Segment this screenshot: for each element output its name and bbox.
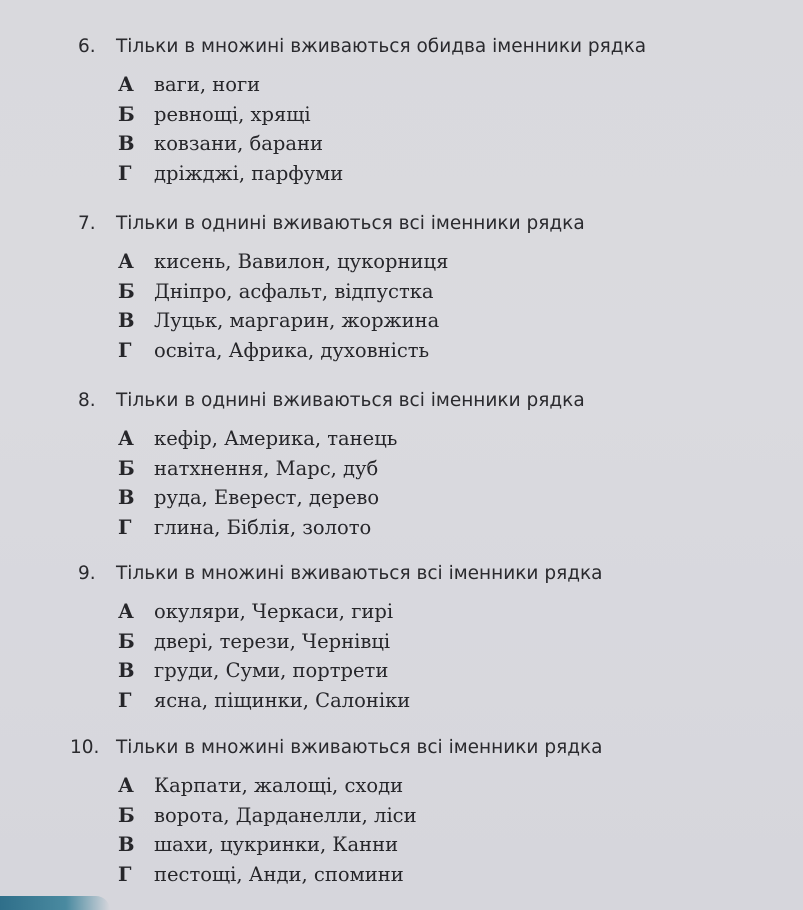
option-b [118, 277, 448, 307]
option-letter: В [118, 659, 135, 682]
option-text: ковзани, барани [154, 132, 324, 155]
option-b [118, 627, 410, 657]
option-text: Дніпро, асфальт, відпустка [154, 279, 434, 303]
option-text: кисень, Вавилон, цукорниця [154, 250, 449, 273]
question-heading [70, 737, 603, 758]
option-text: груди, Суми, портрети [154, 659, 389, 682]
option-letter: Г [118, 515, 132, 539]
option-letter: В [118, 132, 135, 155]
option-text: дріжджі, парфуми [154, 161, 344, 185]
answer-options [118, 597, 410, 715]
option-letter: А [118, 774, 134, 797]
option-v [118, 129, 343, 159]
option-text: окуляри, Черкаси, гирі [154, 600, 394, 623]
question-number: 6. [78, 36, 96, 57]
option-a [118, 70, 343, 100]
option-letter: Г [118, 862, 132, 886]
question-text: Тільки в однині вживаються всі іменники рядка [116, 213, 585, 234]
option-v [118, 656, 410, 686]
option-text: кефір, Америка, танець [154, 427, 398, 450]
option-v [118, 830, 417, 860]
option-h [118, 336, 448, 366]
question-text: Тільки в множині вживаються всі іменники рядка [116, 737, 603, 758]
question-heading [78, 213, 585, 234]
option-letter: Г [118, 161, 132, 185]
option-a [118, 597, 410, 627]
option-letter: Б [118, 456, 135, 480]
option-text: двері, терези, Чернівці [154, 629, 391, 653]
option-letter: А [118, 250, 134, 273]
answer-options [118, 247, 448, 365]
option-text: ревнощі, хрящі [154, 102, 311, 126]
option-h [118, 860, 417, 890]
option-text: Луцьк, маргарин, жоржина [154, 309, 440, 332]
option-a [118, 247, 448, 277]
question-heading [78, 390, 585, 411]
answer-options [118, 424, 397, 542]
option-text: пестощі, Анди, спомини [154, 862, 404, 886]
option-text: ваги, ноги [154, 73, 261, 96]
option-text: Карпати, жалощі, сходи [154, 774, 404, 797]
question-number: 8. [78, 390, 96, 411]
option-letter: Б [118, 102, 135, 126]
question-text: Тільки в однині вживаються всі іменники рядка [116, 390, 585, 411]
option-text: освіта, Африка, духовність [154, 338, 430, 362]
option-letter: Г [118, 688, 132, 712]
option-letter: Г [118, 338, 132, 362]
answer-options [118, 70, 343, 188]
question-number: 9. [78, 563, 96, 584]
option-text: натхнення, Марс, дуб [154, 456, 379, 480]
option-letter: В [118, 309, 135, 332]
option-letter: В [118, 833, 135, 856]
option-letter: Б [118, 629, 135, 653]
option-text: руда, Еверест, дерево [154, 486, 380, 509]
option-b [118, 100, 343, 130]
option-a [118, 424, 397, 454]
option-h [118, 686, 410, 716]
question-text: Тільки в множині вживаються обидва іменники рядка [116, 36, 647, 57]
desk-edge [0, 896, 110, 910]
question-number: 10. [70, 737, 100, 758]
option-b [118, 801, 417, 831]
question-number: 7. [78, 213, 96, 234]
option-letter: Б [118, 279, 135, 303]
question-heading [78, 36, 646, 57]
option-letter: Б [118, 803, 135, 827]
option-v [118, 483, 397, 513]
option-text: шахи, цукринки, Канни [154, 833, 399, 856]
answer-options [118, 771, 417, 889]
option-text: глина, Біблія, золото [154, 515, 372, 539]
option-h [118, 513, 397, 543]
option-text: ясна, піщинки, Салоніки [154, 688, 411, 712]
option-v [118, 306, 448, 336]
question-text: Тільки в множині вживаються всі іменники рядка [116, 563, 603, 584]
option-h [118, 159, 343, 189]
option-letter: А [118, 600, 134, 623]
question-heading [78, 563, 603, 584]
option-letter: В [118, 486, 135, 509]
option-text: ворота, Дарданелли, ліси [154, 803, 417, 827]
option-a [118, 771, 417, 801]
option-letter: А [118, 73, 134, 96]
option-letter: А [118, 427, 134, 450]
option-b [118, 454, 397, 484]
